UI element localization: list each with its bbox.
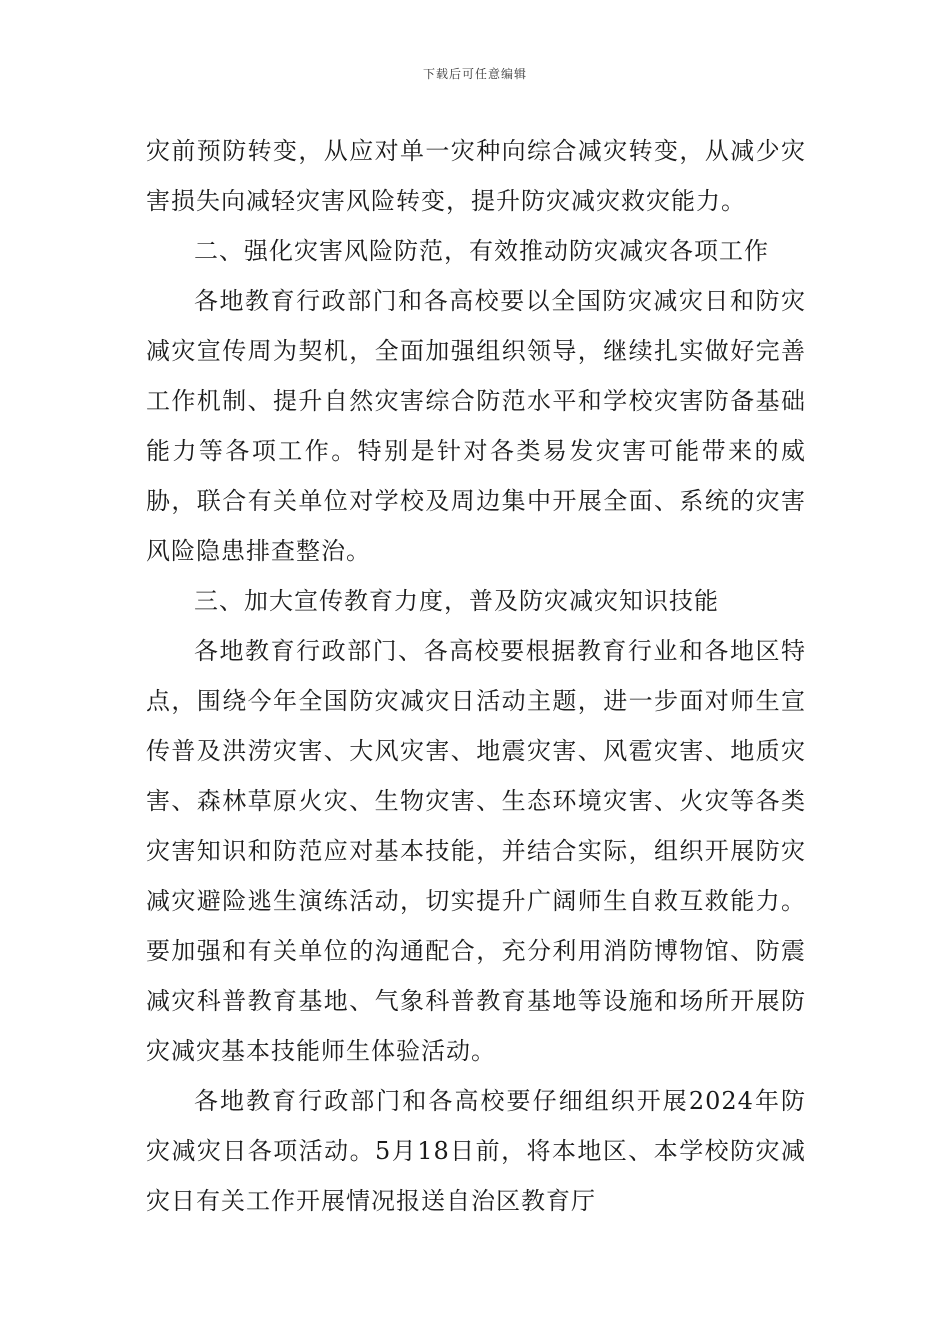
paragraph-section-3: 各地教育行政部门、各高校要根据教育行业和各地区特点，围绕今年全国防灾减灾日活动主题，进一步面对师生宣传普及洪涝灾害、大风灾害、地震灾害、风雹灾害、地质灾害、森林草原火灾、生物灾害、生态环境灾害、火灾等各类灾害知识和防范应对基本技能，并结合实际，组织开展防灾减灾避险逃生演练活动，切实提升广阔师生自救互救能力。要加强和有关单位的沟通配合，充分利用消防博物馆、防震减灾科普教育基地、气象科普教育基地等设施和场所开展防灾减灾基本技能师生体验活动。 — [146, 637, 806, 1065]
page-header: 下载后可任意编辑 — [422, 67, 527, 81]
paragraph-section-2: 各地教育行政部门和各高校要以全国防灾减灾日和防灾减灾宣传周为契机，全面加强组织领导，继续扎实做好完善工作机制、提升自然灾害综合防范水平和学校灾害防备基础能力等各项工作。特别是针对各类易发灾害可能带来的威胁，联合有关单位对学校及周边集中开展全面、系统的灾害风险隐患排查整治。 — [146, 287, 806, 565]
paragraph-continuation: 灾前预防转变，从应对单一灾种向综合减灾转变，从减少灾害损失向减轻灾害风险转变，提升防灾减灾救灾能力。 — [146, 137, 806, 215]
section-heading-3: 三、加大宣传教育力度，普及防灾减灾知识技能 — [194, 587, 719, 615]
paragraph-closing: 各地教育行政部门和各高校要仔细组织开展2024年防灾减灾日各项活动。5月18日前，将本地区、本学校防灾减灾日有关工作开展情况报送自治区教育厅 — [146, 1087, 806, 1215]
document-body — [146, 126, 806, 1226]
section-heading-2: 二、强化灾害风险防范，有效推动防灾减灾各项工作 — [194, 237, 769, 265]
